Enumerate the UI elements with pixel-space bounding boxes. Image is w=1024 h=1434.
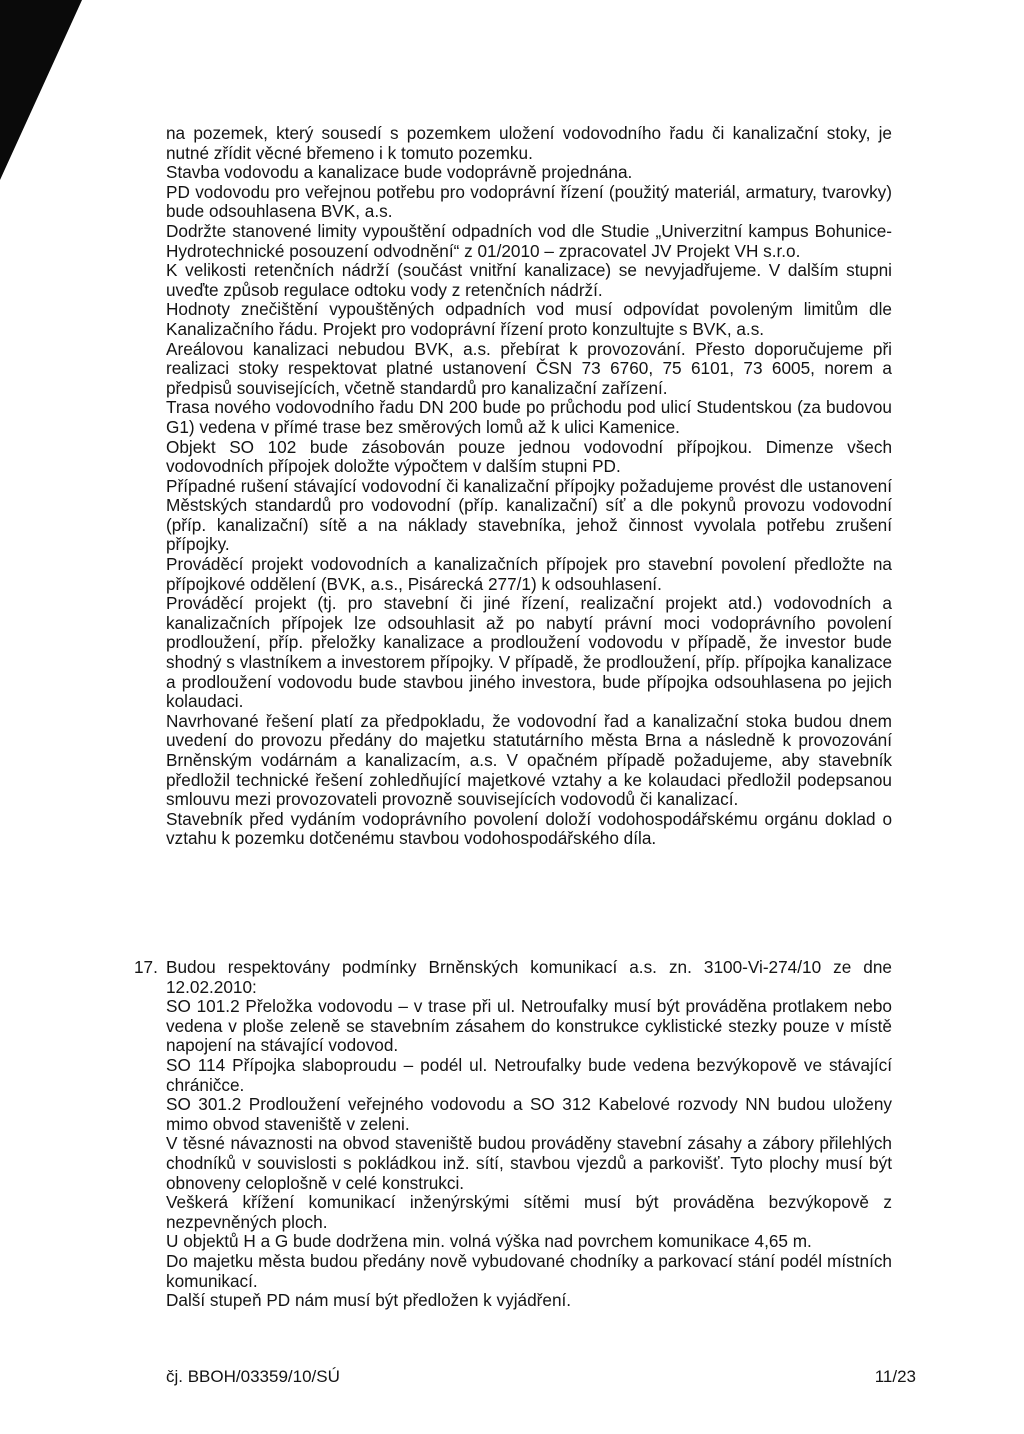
item-number: 17.	[134, 957, 158, 977]
paragraph: K velikosti retenčních nádrží (součást vnitřní kanalizace) se nevyjadřujeme. V dalším stupni uveďte způsob regulace odtoku vody z retenčních nádrží.	[166, 260, 892, 300]
item-paragraph: Další stupeň PD nám musí být předložen k vyjádření.	[166, 1290, 572, 1311]
paragraph: Prováděcí projekt vodovodních a kanalizačních přípojek pro stavební povolení předložte na přípojkové oddělení (BVK, a.s., Pisárecká 277/1) k odsouhlasení.	[166, 554, 892, 594]
paragraph: na pozemek, který sousedí s pozemkem uložení vodovodního řadu či kanalizační stoky, je nutné zřídit věcné břemeno i k tomuto pozemku.	[166, 123, 892, 163]
numbered-item-17	[134, 958, 892, 1311]
paragraph: Trasa nového vodovodního řadu DN 200 bude po průchodu pod ulicí Studentskou (za budovou G1) vedena v přímé trase bez směrových lomů až k ulici Kamenice.	[166, 397, 892, 437]
paragraph: Stavebník před vydáním vodoprávního povolení doloží vodohospodářskému orgánu doklad o vztahu k pozemku dotčenému stavbou vodohospodářského díla.	[166, 808, 892, 849]
paragraph: Hodnoty znečištění vypouštěných odpadních vod musí odpovídat povoleným limitům dle Kanalizačního řádu. Projekt pro vodoprávní řízení proto konzultujte s BVK, a.s.	[166, 299, 892, 339]
item-paragraph: SO 114 Přípojka slaboproudu – podél ul. Netroufalky bude vedena bezvýkopově ve stávající chráničce.	[166, 1054, 892, 1095]
paragraph: Případné rušení stávající vodovodní či kanalizační přípojky požadujeme provést dle ustanovení Městských standardů pro vodovodní (příp. kanalizační) síť a dle pokynů provozu vodovodní (příp. kanalizační) sítě a na náklady stavebníka, jehož činnost vyvolala potřebu zrušení přípojky.	[166, 475, 892, 555]
document-body	[166, 124, 892, 849]
paragraph: Navrhované řešení platí za předpokladu, že vodovodní řad a kanalizační stoka budou dnem uvedení do provozu předány do majetku statutárního města Brna a následně k provozování Brněnským vodárnám a kanalizacím, a.s. V opačném případě požadujeme, aby stavebník předložil technické řešení zohledňující majetkové vztahy a ke kolaudaci předložil podepsanou smlouvu mezi provozovateli provozně souvisejících vodovodů či kanalizací.	[166, 710, 892, 810]
paragraph: Prováděcí projekt (tj. pro stavební či jiné řízení, realizační projekt atd.) vodovodních a kanalizačních přípojek lze odsouhlasit až po nabytí právní moci vodoprávního povolení prodloužení, příp. přeložky kanalizace a prodloužení vodovodu v případě, že investor bude shodný s vlastníkem a investorem přípojky. V případě, že prodloužení, příp. přípojka kanalizace a prodloužení vodovodu bude stavbou jiného investora, bude přípojka odsouhlasena po jejich kolaudaci.	[166, 593, 892, 712]
paragraph: Objekt SO 102 bude zásobován pouze jednou vodovodní přípojkou. Dimenze všech vodovodních přípojek doložte výpočtem v dalším stupni PD.	[166, 436, 892, 477]
paragraph: Dodržte stanovené limity vypouštění odpadních vod dle Studie „Univerzitní kampus Bohunice-Hydrotechnické posouzení odvodnění“ z 01/2010 – zpracovatel JV Projekt VH s.r.o.	[166, 220, 892, 261]
item-paragraph: V těsné návaznosti na obvod staveniště budou prováděny stavební zásahy a zábory přilehlých chodníků v souvislosti s pokládkou inž. sítí, stavbou vjezdů a parkovišť. Tyto plochy musí být obnoveny celoplošně v celé konstrukci.	[166, 1133, 892, 1193]
scan-edge-mark	[0, 0, 90, 200]
paragraph: PD vodovodu pro veřejnou potřebu pro vodoprávní řízení (použitý materiál, armatury, tvarovky) bude odsouhlasena BVK, a.s.	[166, 181, 892, 222]
page-number: 11/23	[874, 1367, 916, 1386]
paragraph: Areálovou kanalizaci nebudou BVK, a.s. přebírat k provozování. Přesto doporučujeme při realizaci stoky respektovat platné ustanovení ČSN 73 6760, 75 6101, 73 6005, norem a předpisů souvisejících, včetně standardů pro kanalizační zařízení.	[166, 338, 892, 398]
item-paragraph: Do majetku města budou předány nově vybudované chodníky a parkovací stání podél místních komunikací.	[166, 1250, 892, 1291]
item-paragraph: SO 301.2 Prodloužení veřejného vodovodu a SO 312 Kabelové rozvody NN budou uloženy mimo obvod staveniště v zeleni.	[166, 1094, 892, 1134]
item-paragraph: Veškerá křížení komunikací inženýrskými sítěmi musí být prováděna bezvýkopově z nezpevněných ploch.	[166, 1192, 892, 1232]
item-paragraph: U objektů H a G bude dodržena min. volná výška nad povrchem komunikace 4,65 m.	[166, 1231, 812, 1252]
item-paragraph: Budou respektovány podmínky Brněnských komunikací a.s. zn. 3100-Vi-274/10 ze dne 12.02.2010:	[166, 957, 892, 997]
document-reference: čj. BBOH/03359/10/SÚ	[166, 1367, 340, 1386]
item-content	[166, 958, 892, 1311]
paragraph: Stavba vodovodu a kanalizace bude vodoprávně projednána.	[166, 162, 633, 183]
item-paragraph: SO 101.2 Přeložka vodovodu – v trase při ul. Netroufalky musí být prováděna protlakem nebo vedena v ploše zeleně se stavebním zásahem do konstrukce cyklistické stezky pouze v místě napojení na stávající vodovod.	[166, 996, 892, 1056]
